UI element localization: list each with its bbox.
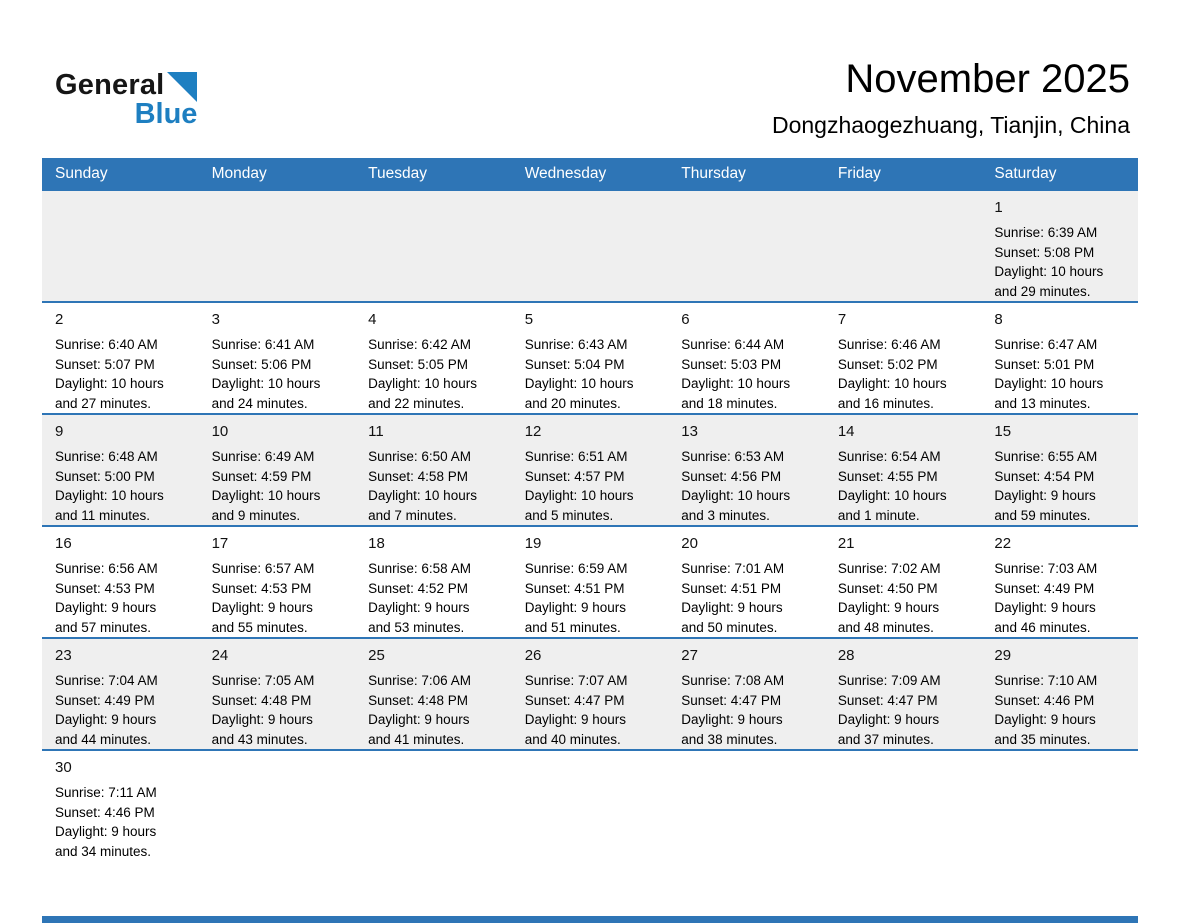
day-cell-empty <box>42 191 199 301</box>
day-info-line: Sunrise: 6:39 AM <box>994 225 1098 240</box>
day-cell <box>42 303 199 413</box>
day-number: 18 <box>368 535 385 552</box>
day-cell <box>825 415 982 525</box>
day-info-line: Daylight: 9 hours <box>211 600 313 615</box>
day-number: 15 <box>994 423 1012 440</box>
week-row <box>42 301 1138 413</box>
day-info-line: Daylight: 10 hours <box>368 376 477 391</box>
day-info-line: Sunset: 5:06 PM <box>211 356 312 372</box>
day-cell <box>512 639 669 749</box>
day-info-line: Daylight: 10 hours <box>681 488 791 503</box>
day-cell <box>981 415 1138 525</box>
day-cell-empty <box>825 191 982 301</box>
day-info-line: and 44 minutes. <box>55 731 152 747</box>
day-info-line: and 29 minutes. <box>994 283 1091 299</box>
day-number: 23 <box>55 647 72 664</box>
day-info-line: and 7 minutes. <box>368 507 457 523</box>
day-info-line: Sunrise: 7:05 AM <box>211 673 315 688</box>
day-info-line: Daylight: 9 hours <box>994 600 1096 615</box>
day-header: Monday <box>211 165 267 182</box>
day-number: 26 <box>524 647 542 664</box>
day-info-line: Sunset: 4:51 PM <box>681 580 782 596</box>
day-info-line: Daylight: 9 hours <box>524 712 627 727</box>
day-cell <box>668 527 825 637</box>
day-info-line: Sunrise: 7:02 AM <box>837 561 941 576</box>
day-info-line: and 55 minutes. <box>211 619 308 635</box>
day-cell <box>42 751 199 916</box>
day-info-line: and 9 minutes. <box>211 507 301 523</box>
day-number: 24 <box>211 647 229 664</box>
logo <box>55 70 197 128</box>
day-info-line: Sunrise: 6:56 AM <box>55 561 158 576</box>
day-info-line: Sunset: 4:46 PM <box>55 804 155 820</box>
day-info-line: Sunrise: 6:59 AM <box>524 561 628 576</box>
day-info-line: Daylight: 9 hours <box>994 488 1096 503</box>
day-info-line: and 59 minutes. <box>994 507 1091 523</box>
day-header: Saturday <box>994 165 1057 182</box>
page-title: November 2025 <box>845 57 1130 101</box>
day-cell <box>825 303 982 413</box>
day-header: Wednesday <box>524 165 607 182</box>
day-info-line: Sunrise: 6:54 AM <box>837 449 941 464</box>
day-cell <box>981 303 1138 413</box>
title-block <box>772 56 1130 139</box>
logo-text-general: General <box>55 69 165 101</box>
day-info-line: Sunrise: 6:44 AM <box>681 337 785 352</box>
day-info-line: Sunrise: 7:06 AM <box>368 673 471 688</box>
day-info-line: Sunset: 4:52 PM <box>368 580 468 596</box>
day-info-line: Sunset: 4:49 PM <box>994 580 1095 596</box>
day-number: 9 <box>55 423 64 440</box>
day-info-line: Sunset: 5:05 PM <box>368 356 468 372</box>
day-info-line: Daylight: 10 hours <box>211 376 321 391</box>
day-info-line: Sunrise: 7:07 AM <box>524 673 628 688</box>
day-cell <box>668 303 825 413</box>
day-cell <box>355 415 512 525</box>
day-info-line: Daylight: 9 hours <box>55 712 157 727</box>
day-header-row <box>42 158 1138 189</box>
day-info-line: and 27 minutes. <box>55 395 152 411</box>
day-info-line: Sunset: 4:48 PM <box>211 692 312 708</box>
day-cell <box>668 415 825 525</box>
day-info-line: Daylight: 10 hours <box>837 376 947 391</box>
page-header <box>0 0 1188 158</box>
day-info-line: Daylight: 10 hours <box>211 488 321 503</box>
day-info-line: Sunrise: 7:01 AM <box>681 561 785 576</box>
day-info-line: Daylight: 9 hours <box>681 600 783 615</box>
day-number: 19 <box>524 535 542 552</box>
day-info-line: Daylight: 10 hours <box>55 488 164 503</box>
day-cell <box>199 527 356 637</box>
day-number: 28 <box>837 647 855 664</box>
day-info-line: Daylight: 9 hours <box>368 712 470 727</box>
day-number: 1 <box>994 199 1003 216</box>
day-info-line: Sunrise: 6:50 AM <box>368 449 471 464</box>
day-cell <box>355 303 512 413</box>
day-info-line: Sunset: 4:58 PM <box>368 468 468 484</box>
day-cell <box>355 639 512 749</box>
page-subtitle: Dongzhaogezhuang, Tianjin, China <box>771 112 1130 138</box>
day-number: 13 <box>681 423 698 440</box>
day-info-line: and 1 minute. <box>837 507 920 523</box>
day-info-line: Sunset: 4:54 PM <box>994 468 1095 484</box>
day-info-line: and 20 minutes. <box>524 395 621 411</box>
day-info-line: Daylight: 10 hours <box>681 376 791 391</box>
day-info-line: Sunset: 4:46 PM <box>994 692 1095 708</box>
week-row <box>42 637 1138 749</box>
day-cell <box>512 415 669 525</box>
day-info-line: Sunset: 5:02 PM <box>837 356 938 372</box>
day-info-line: and 46 minutes. <box>994 619 1091 635</box>
day-info-line: Sunrise: 7:08 AM <box>681 673 785 688</box>
day-info-line: Sunset: 5:03 PM <box>681 356 782 372</box>
day-cell-empty <box>199 191 356 301</box>
day-info-line: Sunset: 4:50 PM <box>837 580 938 596</box>
day-info-line: Sunrise: 6:49 AM <box>211 449 315 464</box>
day-cell <box>981 191 1138 301</box>
logo-text-blue: Blue <box>134 98 198 130</box>
day-cell-empty <box>668 191 825 301</box>
day-info-line: Sunrise: 6:58 AM <box>368 561 471 576</box>
day-cell <box>981 639 1138 749</box>
day-number: 16 <box>55 535 72 552</box>
day-info-line: and 53 minutes. <box>368 619 465 635</box>
day-info-line: Daylight: 10 hours <box>524 376 634 391</box>
day-number: 8 <box>994 311 1003 328</box>
day-number: 29 <box>994 647 1012 664</box>
day-cell <box>668 639 825 749</box>
day-info-line: Sunset: 5:04 PM <box>524 356 625 372</box>
day-header: Thursday <box>681 165 746 182</box>
calendar <box>42 158 1138 923</box>
day-info-line: and 41 minutes. <box>368 731 465 747</box>
week-row <box>42 413 1138 525</box>
day-info-line: Sunset: 4:51 PM <box>524 580 625 596</box>
day-info-line: and 40 minutes. <box>524 731 621 747</box>
day-number: 21 <box>837 535 855 552</box>
day-header: Friday <box>837 165 881 182</box>
day-info-line: Sunset: 4:48 PM <box>368 692 468 708</box>
day-number: 12 <box>524 423 542 440</box>
day-info-line: Sunset: 4:59 PM <box>211 468 312 484</box>
day-info-line: and 35 minutes. <box>994 731 1091 747</box>
day-number: 10 <box>211 423 229 440</box>
day-info-line: Daylight: 10 hours <box>994 264 1104 279</box>
day-info-line: Sunset: 5:08 PM <box>994 244 1095 260</box>
day-info-line: Daylight: 9 hours <box>55 600 157 615</box>
day-header: Sunday <box>55 165 108 182</box>
day-info-line: Sunrise: 7:03 AM <box>994 561 1098 576</box>
day-info-line: and 48 minutes. <box>837 619 934 635</box>
day-info-line: Sunrise: 6:57 AM <box>211 561 315 576</box>
calendar-grid <box>42 189 1138 916</box>
calendar-bottom-bar <box>42 916 1138 923</box>
day-info-line: Sunset: 4:53 PM <box>211 580 312 596</box>
day-info-line: Sunset: 4:47 PM <box>681 692 782 708</box>
day-info-line: Daylight: 9 hours <box>837 712 940 727</box>
day-info-line: and 37 minutes. <box>837 731 934 747</box>
day-info-line: Daylight: 9 hours <box>837 600 940 615</box>
day-number: 17 <box>211 535 229 552</box>
day-info-line: and 22 minutes. <box>368 395 465 411</box>
day-info-line: Daylight: 10 hours <box>368 488 477 503</box>
day-cell-empty <box>825 751 982 916</box>
day-info-line: Daylight: 9 hours <box>211 712 313 727</box>
day-number: 22 <box>994 535 1012 552</box>
day-number: 25 <box>368 647 385 664</box>
day-cell <box>199 415 356 525</box>
day-info-line: and 13 minutes. <box>994 395 1091 411</box>
day-info-line: Sunrise: 6:48 AM <box>55 449 158 464</box>
day-cell <box>825 639 982 749</box>
day-info-line: Sunrise: 6:41 AM <box>211 337 315 352</box>
week-row <box>42 189 1138 301</box>
day-number: 2 <box>55 311 64 328</box>
day-info-line: Daylight: 9 hours <box>681 712 783 727</box>
day-info-line: Sunrise: 6:43 AM <box>524 337 628 352</box>
day-info-line: Daylight: 10 hours <box>837 488 947 503</box>
day-info-line: and 57 minutes. <box>55 619 152 635</box>
day-cell-empty <box>512 751 669 916</box>
day-info-line: and 11 minutes. <box>55 507 151 523</box>
day-info-line: Sunset: 5:07 PM <box>55 356 155 372</box>
day-number: 20 <box>681 535 698 552</box>
day-info-line: Sunset: 5:00 PM <box>55 468 155 484</box>
day-info-line: Sunset: 4:49 PM <box>55 692 155 708</box>
day-cell <box>42 639 199 749</box>
day-cell <box>42 415 199 525</box>
day-info-line: and 51 minutes. <box>524 619 621 635</box>
day-info-line: and 18 minutes. <box>681 395 778 411</box>
day-info-line: and 38 minutes. <box>681 731 778 747</box>
day-info-line: Sunset: 4:47 PM <box>524 692 625 708</box>
day-info-line: Sunrise: 7:04 AM <box>55 673 158 688</box>
day-info-line: and 34 minutes. <box>55 843 152 859</box>
day-info-line: and 50 minutes. <box>681 619 778 635</box>
day-cell-empty <box>668 751 825 916</box>
day-info-line: Sunrise: 6:53 AM <box>681 449 785 464</box>
day-info-line: and 5 minutes. <box>524 507 614 523</box>
day-cell-empty <box>512 191 669 301</box>
day-cell <box>199 303 356 413</box>
day-info-line: and 16 minutes. <box>837 395 934 411</box>
day-number: 3 <box>211 311 220 328</box>
day-info-line: Daylight: 9 hours <box>368 600 470 615</box>
day-cell <box>512 303 669 413</box>
day-info-line: Daylight: 10 hours <box>524 488 634 503</box>
day-info-line: Sunrise: 6:42 AM <box>368 337 471 352</box>
day-number: 4 <box>368 311 377 328</box>
day-info-line: Sunset: 4:53 PM <box>55 580 155 596</box>
day-number: 14 <box>837 423 855 440</box>
day-info-line: Daylight: 9 hours <box>55 824 157 839</box>
day-info-line: Sunset: 5:01 PM <box>994 356 1095 372</box>
day-cell <box>42 527 199 637</box>
day-info-line: Sunset: 4:47 PM <box>837 692 938 708</box>
day-info-line: Sunset: 4:55 PM <box>837 468 938 484</box>
day-cell <box>199 639 356 749</box>
day-header: Tuesday <box>368 165 428 182</box>
day-info-line: and 43 minutes. <box>211 731 308 747</box>
day-cell-empty <box>355 191 512 301</box>
day-info-line: and 24 minutes. <box>211 395 308 411</box>
day-number: 5 <box>524 311 534 328</box>
day-number: 6 <box>681 311 690 328</box>
day-cell-empty <box>199 751 356 916</box>
day-cell-empty <box>355 751 512 916</box>
day-info-line: Daylight: 9 hours <box>994 712 1096 727</box>
day-info-line: Sunrise: 7:09 AM <box>837 673 941 688</box>
day-number: 30 <box>55 759 72 776</box>
day-cell <box>981 527 1138 637</box>
day-info-line: Sunrise: 6:51 AM <box>524 449 628 464</box>
week-row <box>42 749 1138 916</box>
day-info-line: Sunrise: 6:46 AM <box>837 337 941 352</box>
day-info-line: Daylight: 9 hours <box>524 600 627 615</box>
day-info-line: Daylight: 10 hours <box>55 376 164 391</box>
day-info-line: Sunrise: 7:11 AM <box>55 785 157 800</box>
day-cell <box>355 527 512 637</box>
day-number: 7 <box>837 311 847 328</box>
day-info-line: Sunrise: 6:40 AM <box>55 337 158 352</box>
day-cell <box>512 527 669 637</box>
day-cell <box>825 527 982 637</box>
day-number: 11 <box>368 423 384 440</box>
day-info-line: and 3 minutes. <box>681 507 770 523</box>
day-info-line: Sunset: 4:57 PM <box>524 468 625 484</box>
day-info-line: Sunrise: 6:47 AM <box>994 337 1098 352</box>
day-info-line: Sunrise: 6:55 AM <box>994 449 1098 464</box>
day-info-line: Sunset: 4:56 PM <box>681 468 782 484</box>
day-cell-empty <box>981 751 1138 916</box>
day-info-line: Sunrise: 7:10 AM <box>994 673 1098 688</box>
day-info-line: Daylight: 10 hours <box>994 376 1104 391</box>
week-row <box>42 525 1138 637</box>
day-number: 27 <box>681 647 698 664</box>
